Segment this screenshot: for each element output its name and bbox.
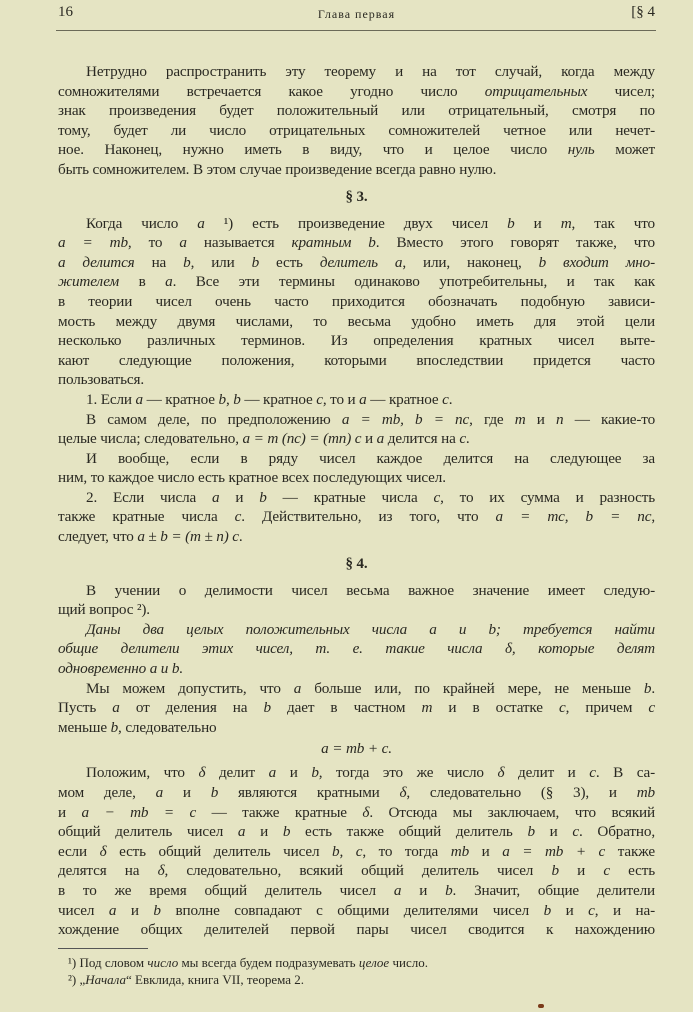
footnote [68, 971, 655, 988]
italic-text: b [543, 901, 552, 919]
text-run: чисел [58, 901, 109, 919]
text-line [58, 659, 655, 679]
text-line [58, 783, 655, 803]
text-run: , то и [322, 390, 360, 408]
text-run: есть общий делитель чисел [106, 842, 333, 860]
paragraph [58, 214, 655, 390]
text-line [58, 101, 655, 121]
text-run: . Действительно, из того, что [241, 508, 496, 526]
italic-text: b [527, 823, 535, 841]
italic-text: a [212, 488, 220, 506]
italic-text: c [459, 430, 466, 448]
text-run: 1. Если [86, 390, 136, 408]
italic-text: b [183, 253, 191, 271]
italic-text: δ [362, 803, 370, 821]
text-run: пользоваться. [58, 371, 144, 389]
italic-text: b [251, 253, 260, 271]
italic-text: a = m (nc) = (mn) c [242, 430, 362, 448]
text-run: в то же время общий делитель чисел [58, 881, 394, 899]
text-run: хождение общих делителей первой пары чисел сводится к нахождению [58, 921, 655, 939]
section-marker: [§ 4 [631, 4, 655, 20]
text-run: , следовательно, всякий общий делитель чисел [164, 862, 552, 880]
text-run: мом деле, [58, 784, 156, 801]
italic-text: c [589, 764, 596, 782]
italic-text: a делится [58, 253, 135, 271]
italic-text: b [263, 699, 271, 717]
paragraph [58, 763, 655, 939]
paragraph [58, 679, 655, 738]
italic-text: Даны два целых положительных числа a и b; требуется найти [86, 620, 655, 638]
text-run: . [651, 679, 655, 697]
text-run: 2. Если числа [86, 488, 213, 506]
text-run: сомножителями встречается какое угодно число [58, 82, 485, 100]
text-run: — также кратные [196, 803, 363, 821]
text-run: Мы можем допустить, что [86, 679, 294, 697]
text-line [58, 429, 655, 449]
italic-text: a [393, 881, 402, 899]
text-run: тому, будет ли число отрицательных сомножителей четное или нечет- [58, 121, 655, 139]
text-run: и [514, 214, 561, 232]
italic-text: b [507, 214, 515, 232]
text-run: . Вместо этого говорят также, что [375, 234, 655, 252]
italic-text: b [259, 488, 267, 506]
text-line [58, 822, 655, 842]
text-run: и [525, 410, 557, 428]
text-run: и [58, 803, 82, 821]
text-run: , или, наконец, [402, 253, 539, 271]
italic-text: δ [497, 764, 505, 782]
italic-text: mb [636, 784, 655, 801]
text-run: являются кратными [218, 784, 400, 801]
text-run: мы всегда будем подразумевать [178, 954, 359, 970]
italic-text: общие делители этих чисел, т. е. такие числа δ, которые делят [58, 640, 655, 658]
text-run: . [465, 430, 470, 448]
italic-text: a [376, 430, 385, 448]
text-run: меньше [58, 718, 111, 736]
text-run: ¹) есть произведение двух чисел [204, 214, 508, 232]
italic-text: делитель a [319, 253, 403, 271]
text-run: , то тогда [362, 842, 451, 860]
text-line [58, 718, 655, 738]
italic-text: δ [99, 842, 107, 860]
text-line [58, 620, 655, 640]
running-header [58, 4, 655, 26]
text-line [58, 253, 655, 273]
italic-text: a [112, 699, 120, 717]
paragraph [58, 390, 655, 410]
text-run: быть сомножителем. В этом случае произведение всегда равно нулю. [58, 160, 497, 178]
italic-text: mb [450, 842, 470, 860]
text-line [58, 62, 655, 82]
italic-text: c [234, 508, 242, 526]
italic-text: c [572, 823, 579, 841]
text-run: Пусть [58, 699, 113, 717]
italic-text: δ [198, 764, 206, 782]
text-line [58, 214, 655, 234]
text-line [58, 842, 655, 862]
paragraph [58, 62, 655, 180]
text-run: в [119, 273, 166, 291]
italic-text: Начала [85, 971, 126, 987]
text-line [58, 639, 655, 659]
italic-text: b [218, 390, 226, 408]
text-run: , то их сумма и разность [440, 488, 656, 506]
paragraph [58, 449, 655, 488]
italic-text: n [556, 410, 564, 428]
italic-text: a = mb, b = nc [341, 410, 470, 428]
text-run: в теории чисел очень часто приходится обозначать подобную зависи- [58, 292, 655, 310]
italic-text: b [110, 718, 119, 736]
italic-text: a [359, 390, 367, 408]
paragraph [58, 581, 655, 620]
italic-text: a [135, 390, 143, 408]
text-line [58, 920, 655, 940]
text-run: ное. Наконец, нужно иметь в виду, что и целое число [58, 141, 568, 159]
italic-text: a [155, 784, 164, 801]
text-run: следует, что [58, 528, 138, 546]
text-line [58, 331, 655, 351]
italic-text: m [514, 410, 526, 428]
italic-text: a − mb = c [81, 803, 197, 821]
text-line [58, 679, 655, 699]
text-line [58, 272, 655, 292]
text-line [58, 121, 655, 141]
paragraph [58, 410, 655, 449]
text-run: . В са- [595, 764, 656, 782]
italic-text: a [165, 273, 173, 291]
text-run: , причем [565, 699, 649, 717]
text-line [58, 449, 655, 469]
italic-text: b [551, 862, 559, 880]
text-run: и [163, 784, 211, 801]
text-run: , следовательно (§ 3), и [406, 784, 637, 801]
text-run: щий вопрос ²). [58, 601, 150, 619]
italic-text: целое [358, 954, 390, 970]
italic-text: a [268, 764, 277, 782]
italic-text: b [153, 901, 161, 919]
text-run: и [469, 842, 503, 860]
text-run: число. [389, 954, 428, 970]
text-run: И вообще, если в ряду чисел каждое делится на следующее за [86, 449, 655, 467]
text-run: , следовательно [118, 718, 217, 736]
text-run: если [58, 842, 100, 860]
italic-text: b, c [332, 842, 363, 860]
text-line [58, 881, 655, 901]
section-heading: § 3. [345, 188, 368, 205]
text-run: , и на- [594, 901, 655, 919]
page-number: 16 [58, 4, 73, 20]
italic-text: m [560, 214, 572, 232]
text-run: Когда число [86, 214, 198, 232]
text-run: и [361, 430, 377, 448]
text-line [58, 901, 655, 921]
text-run: , [651, 508, 655, 526]
italic-text: a = mb [58, 234, 128, 252]
text-run: , то [127, 234, 180, 252]
italic-text: b [233, 390, 241, 408]
text-line [58, 581, 655, 601]
italic-text: нуль [567, 141, 595, 159]
footnotes [58, 954, 655, 988]
text-run: несколько различных терминов. Из определения кратных чисел выте- [58, 332, 655, 350]
text-run: . [238, 528, 243, 546]
text-run: делится на [384, 430, 460, 448]
text-run: и [245, 823, 283, 841]
paper-stain [538, 1004, 544, 1008]
italic-text: a [108, 901, 117, 919]
text-run: ²) „ [68, 971, 86, 987]
text-run: чисел; [587, 82, 655, 100]
paragraph [58, 620, 655, 679]
text-line [58, 803, 655, 823]
text-run: В самом деле, по предположению [86, 410, 342, 428]
text-line [58, 351, 655, 371]
text-run: есть [259, 253, 320, 271]
text-run: делит [205, 764, 269, 782]
text-run: — кратное [366, 390, 443, 408]
text-line [58, 861, 655, 881]
text-run: и [276, 764, 312, 782]
italic-text: число [147, 954, 179, 970]
text-line [58, 600, 655, 620]
italic-text: b входит мно- [538, 253, 656, 271]
text-run: кают следующие положения, которыми впоследствии придется часто [58, 351, 655, 369]
text-run: может [594, 141, 655, 159]
text-run: . Отсюда мы заключаем, что всякий [369, 803, 656, 821]
text-run: есть также общий делитель [290, 823, 528, 841]
chapter-title: Глава первая [317, 7, 396, 21]
italic-text: b [445, 881, 453, 899]
text-run: , тогда это же число [318, 764, 498, 782]
text-run: и [534, 823, 573, 841]
italic-text: c [558, 699, 566, 717]
italic-text: кратным b [291, 234, 376, 252]
section-heading: § 4. [345, 555, 368, 572]
text-run: и [401, 881, 446, 899]
text-run: и [219, 488, 260, 506]
text-run: ¹) Под словом [68, 954, 148, 970]
text-run: . Все эти термины одинаково употребительны, и так как [172, 273, 655, 291]
italic-text: жителем [58, 273, 120, 291]
text-line [58, 763, 655, 783]
text-run: и в остатке [432, 699, 559, 717]
text-run: ним, то каждое число есть кратное всех последующих чисел. [58, 469, 446, 487]
text-run: , так что [571, 214, 655, 232]
italic-text: a = mb + c [502, 842, 606, 860]
text-run: , [225, 390, 234, 408]
text-run: вполне совпадают с общими делителями чисел [160, 901, 544, 919]
italic-text: δ [399, 784, 407, 801]
text-run: — какие-то [563, 410, 656, 428]
text-run: . Значит, общие делители [452, 881, 655, 899]
text-run: “ Евклида, книга VII, теорема 2. [126, 971, 305, 987]
text-run: В учении о делимости чисел весьма важное значение имеет следую- [86, 581, 655, 599]
text-run: и [551, 901, 589, 919]
footnote-rule [58, 948, 148, 949]
text-line [58, 410, 655, 430]
footnote [68, 954, 655, 971]
formula: a = mb + c. [321, 740, 392, 758]
italic-text: b [643, 679, 652, 697]
page-body [58, 62, 655, 940]
text-run: общий делитель чисел [58, 823, 238, 841]
text-line [58, 312, 655, 332]
italic-text: c [442, 390, 449, 408]
text-line [58, 140, 655, 160]
italic-text: c [316, 390, 323, 408]
text-run: на [134, 253, 184, 271]
text-run: Нетрудно распространить эту теорему и на тот случай, когда между [86, 63, 655, 80]
text-run: от деления на [119, 699, 264, 717]
italic-text: c [433, 488, 441, 506]
text-line [58, 370, 655, 390]
text-line [58, 160, 655, 180]
header-rule [56, 30, 656, 31]
italic-text: a [179, 234, 187, 252]
text-line [58, 507, 655, 527]
text-run: — кратное [240, 390, 317, 408]
text-run: Положим, что [86, 764, 199, 782]
text-run: делятся на [58, 862, 158, 880]
text-run: называется [186, 234, 292, 252]
text-run: также [605, 842, 655, 860]
text-run: . [448, 390, 453, 408]
italic-text: b [282, 823, 291, 841]
paragraph [58, 488, 655, 547]
italic-text: b [311, 764, 319, 782]
text-run: , где [469, 410, 515, 428]
text-line [58, 488, 655, 508]
text-run: и [116, 901, 154, 919]
text-run: знак произведения будет положительный или отрицательный, смотря по [58, 102, 655, 120]
text-run: и [558, 862, 604, 880]
italic-text: b [210, 784, 219, 801]
text-run: больше или, по крайней мере, не меньше [301, 679, 644, 697]
italic-text: c [648, 699, 656, 717]
italic-text: a ± b = (m ± n) c [137, 528, 239, 546]
italic-text: a = mc, b = nc [495, 508, 652, 526]
text-line [58, 233, 655, 253]
text-line [58, 527, 655, 547]
italic-text: a [293, 679, 302, 697]
italic-text: c [603, 862, 610, 880]
text-run: мость между двумя числами, то весьма удобно иметь для этой цели [58, 312, 655, 330]
text-line [58, 292, 655, 312]
text-line [58, 698, 655, 718]
text-run: делит и [504, 764, 590, 782]
text-line [58, 82, 655, 102]
text-run: — кратное [142, 390, 219, 408]
text-run: целые числа; следовательно, [58, 430, 243, 448]
italic-text: a [197, 214, 205, 232]
italic-text: m [421, 699, 433, 717]
italic-text: отрицательных [484, 82, 588, 100]
italic-text: c [588, 901, 595, 919]
text-run: — кратные числа [266, 488, 434, 506]
text-run: есть [609, 862, 656, 880]
italic-text: δ [157, 862, 165, 880]
text-run: , или [190, 253, 252, 271]
text-run: дает в частном [270, 699, 422, 717]
italic-text: a [237, 823, 246, 841]
text-column [58, 62, 655, 988]
text-line [58, 468, 655, 488]
text-line [58, 390, 655, 410]
text-run: . Обратно, [579, 823, 655, 841]
italic-text: одновременно a и b. [58, 660, 183, 678]
text-run: также кратные числа [58, 508, 235, 526]
